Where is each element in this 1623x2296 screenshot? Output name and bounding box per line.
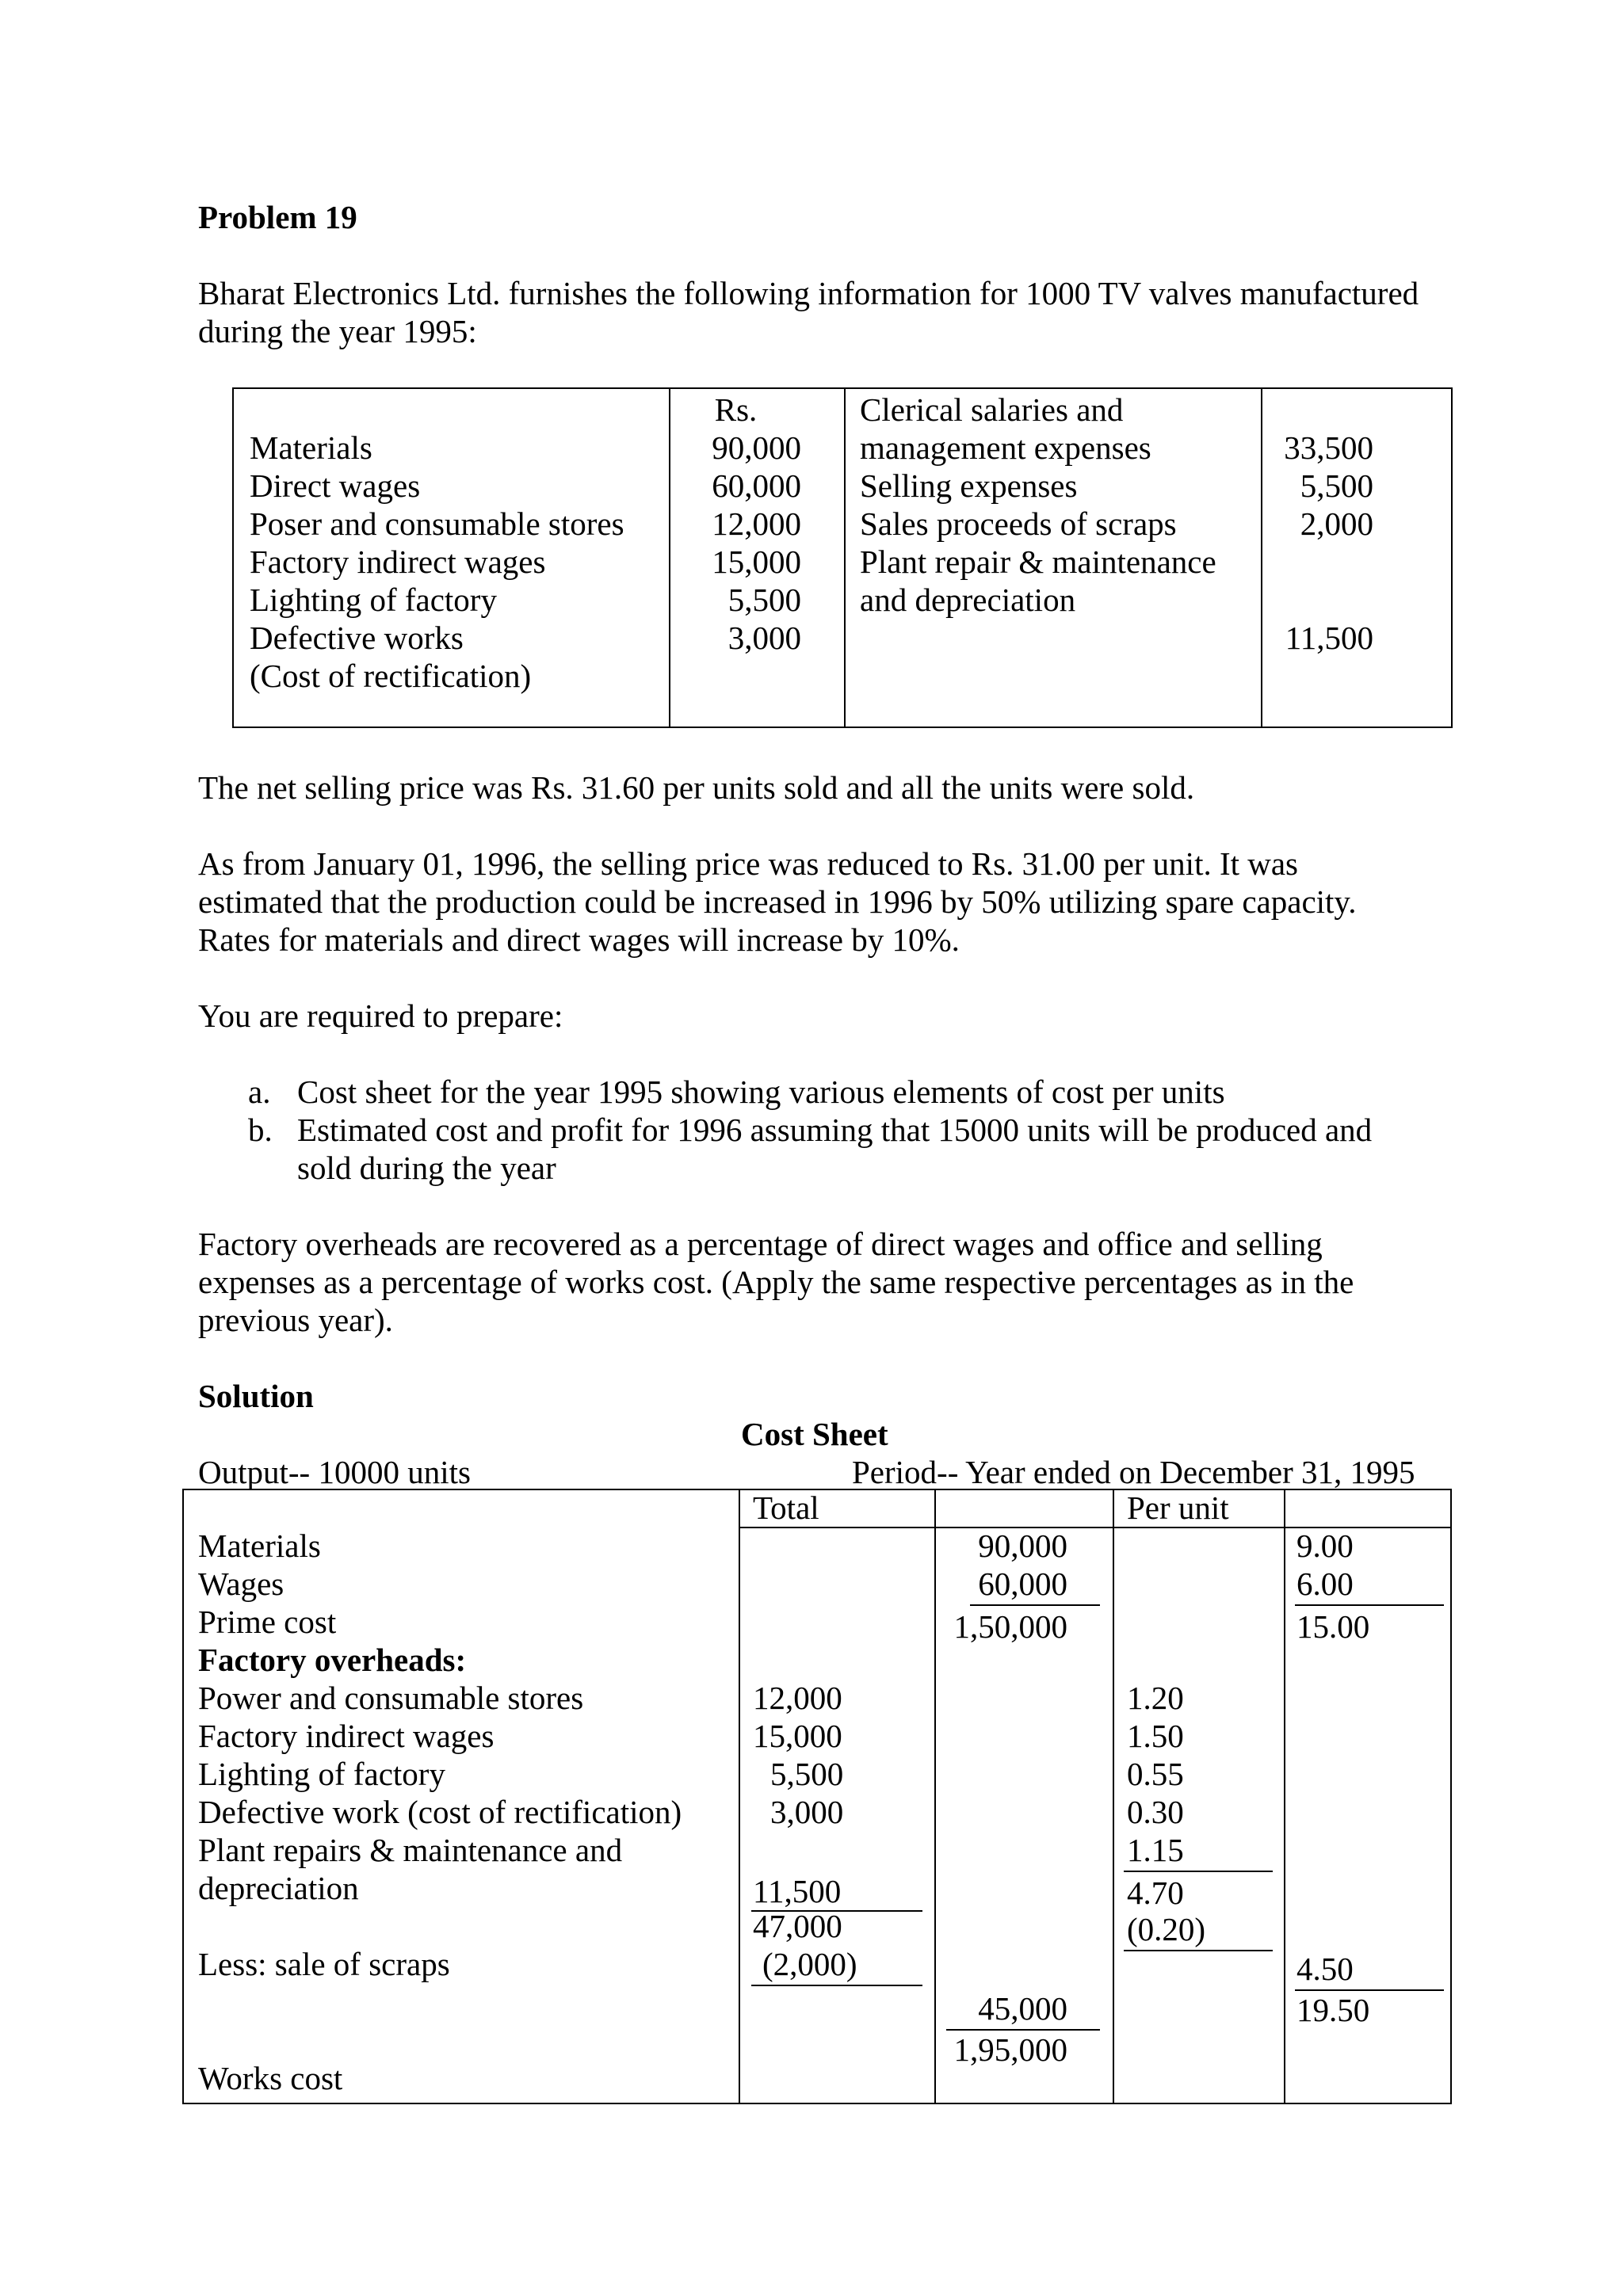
info-label: Poser and consumable stores — [250, 505, 624, 542]
rs-header: Rs. — [714, 391, 758, 428]
total-sub-power: 12,000 — [753, 1680, 842, 1716]
para-price: The net selling price was Rs. 31.60 per units sold and all the units were sold. — [198, 769, 1195, 806]
cost-sheet-divider — [1113, 1490, 1114, 2103]
requirement-text: sold during the year — [297, 1150, 556, 1186]
info-value: 11,500 — [1285, 620, 1373, 656]
total-sub-rule — [751, 1985, 922, 1986]
total-sub-scraps: (2,000) — [762, 1946, 857, 1982]
para-overhead-line-3: previous year). — [198, 1302, 393, 1338]
info-label: (Cost of rectification) — [250, 658, 532, 694]
unit-sub-indirect-wages: 1.50 — [1127, 1718, 1184, 1754]
info-value: 15,000 — [712, 543, 801, 580]
row-materials: Materials — [198, 1527, 321, 1564]
total-overheads: 45,000 — [978, 1990, 1067, 2027]
info-left-labels — [250, 429, 624, 695]
unit-sub-lighting: 0.55 — [1127, 1756, 1184, 1792]
cost-sheet-output: Output-- 10000 units — [198, 1454, 471, 1490]
info-value — [1262, 543, 1373, 581]
info-label: Materials — [250, 429, 372, 466]
total-works-cost: 1,95,000 — [953, 2031, 1067, 2068]
requirement-text: Estimated cost and profit for 1996 assuming that 15000 units will be produced and — [297, 1112, 1373, 1148]
info-value: 5,500 — [727, 582, 801, 618]
unit-wages: 6.00 — [1296, 1566, 1354, 1602]
info-value: 33,500 — [1284, 429, 1373, 466]
required-intro: You are required to prepare: — [198, 997, 563, 1034]
cost-sheet-divider — [934, 1490, 936, 2103]
row-power: Power and consumable stores — [198, 1680, 584, 1716]
para-overhead-line-2: expenses as a percentage of works cost. (Apply the same respective percentages as in the — [198, 1264, 1354, 1300]
info-label: Lighting of factory — [250, 582, 497, 618]
requirements-list — [248, 1073, 1373, 1187]
info-label: Clerical salaries and — [860, 391, 1124, 428]
total-wages: 60,000 — [978, 1566, 1067, 1602]
requirement-mark: a. — [248, 1074, 271, 1110]
cost-sheet-table — [182, 1489, 1452, 2104]
info-value: 12,000 — [712, 505, 801, 542]
info-table-divider — [844, 389, 846, 727]
row-indirect-wages: Factory indirect wages — [198, 1718, 495, 1754]
row-plant-line-1: Plant repairs & maintenance and — [198, 1832, 623, 1868]
unit-sub-power: 1.20 — [1127, 1680, 1184, 1716]
para-1996-line-3: Rates for materials and direct wages will increase by 10%. — [198, 921, 960, 958]
row-lighting: Lighting of factory — [198, 1756, 445, 1792]
info-label: Defective works — [250, 620, 464, 656]
unit-sub-defective: 0.30 — [1127, 1794, 1184, 1830]
solution-heading: Solution — [198, 1378, 314, 1414]
cost-sheet-divider — [1284, 1490, 1285, 2103]
total-materials: 90,000 — [978, 1527, 1067, 1564]
info-value: 90,000 — [712, 429, 801, 466]
total-sub-indirect-wages: 15,000 — [753, 1718, 842, 1754]
unit-works-cost: 19.50 — [1296, 1992, 1370, 2028]
requirement-b — [248, 1111, 1373, 1187]
total-main-rule — [970, 1604, 1100, 1606]
unit-sub-rule — [1124, 1950, 1273, 1951]
para-overhead-line-1: Factory overheads are recovered as a percentage of direct wages and office and selling — [198, 1226, 1323, 1262]
para-1996-line-1: As from January 01, 1996, the selling price was reduced to Rs. 31.00 per unit. It was — [198, 845, 1299, 882]
col-total-header: Total — [753, 1489, 819, 1526]
info-value: 60,000 — [712, 467, 801, 504]
info-value: 3,000 — [727, 620, 801, 656]
info-label: Factory indirect wages — [250, 543, 546, 580]
total-sub-defective: 3,000 — [770, 1794, 844, 1830]
info-label: Direct wages — [250, 467, 421, 504]
unit-sub-subtotal: 4.70 — [1127, 1875, 1184, 1911]
total-sub-lighting: 5,500 — [770, 1756, 844, 1792]
unit-main-rule — [1295, 1604, 1444, 1606]
unit-sub-plant: 1.15 — [1127, 1832, 1184, 1868]
problem-heading: Problem 19 — [198, 199, 357, 235]
info-value: 5,500 — [1300, 467, 1373, 504]
row-defective: Defective work (cost of rectification) — [198, 1794, 682, 1830]
requirement-mark: b. — [248, 1112, 273, 1148]
info-right-labels — [860, 391, 1216, 619]
para-1996-line-2: estimated that the production could be increased in 1996 by 50% utilizing spare capacity. — [198, 883, 1357, 920]
info-label: Plant repair & maintenance — [860, 543, 1216, 580]
info-label: management expenses — [860, 429, 1151, 466]
row-prime-cost: Prime cost — [198, 1604, 337, 1640]
unit-prime-cost: 15.00 — [1296, 1608, 1370, 1645]
total-sub-subtotal: 47,000 — [753, 1908, 842, 1944]
intro-line-1: Bharat Electronics Ltd. furnishes the following information for 1000 TV valves manufactured — [198, 275, 1419, 311]
info-left-values — [670, 391, 801, 657]
unit-overheads: 4.50 — [1296, 1951, 1354, 1987]
unit-materials: 9.00 — [1296, 1527, 1354, 1564]
cost-sheet-period: Period-- Year ended on December 31, 1995 — [852, 1454, 1415, 1490]
intro-line-2: during the year 1995: — [198, 313, 477, 349]
info-label: Sales proceeds of scraps — [860, 505, 1177, 542]
cost-sheet-divider — [739, 1490, 740, 2103]
row-plant-line-2: depreciation — [198, 1870, 359, 1906]
cost-sheet-title: Cost Sheet — [741, 1416, 888, 1452]
row-works-cost: Works cost — [198, 2060, 343, 2096]
col-per-unit-header: Per unit — [1127, 1489, 1229, 1526]
total-prime-cost: 1,50,000 — [953, 1608, 1067, 1645]
info-label: and depreciation — [860, 582, 1076, 618]
info-label: Selling expenses — [860, 467, 1078, 504]
row-less-scraps: Less: sale of scraps — [198, 1946, 450, 1982]
requirement-a — [248, 1073, 1372, 1111]
info-value: 2,000 — [1300, 505, 1373, 542]
info-value — [1262, 581, 1373, 619]
info-right-values — [1262, 429, 1373, 657]
unit-sub-scraps: (0.20) — [1127, 1911, 1206, 1947]
requirement-text: Cost sheet for the year 1995 showing various elements of cost per units — [297, 1074, 1225, 1110]
info-table — [232, 387, 1453, 728]
row-factory-overheads: Factory overheads: — [198, 1642, 467, 1678]
total-sub-plant: 11,500 — [753, 1873, 842, 1909]
row-wages: Wages — [198, 1566, 285, 1602]
unit-sub-rule — [1124, 1871, 1273, 1872]
